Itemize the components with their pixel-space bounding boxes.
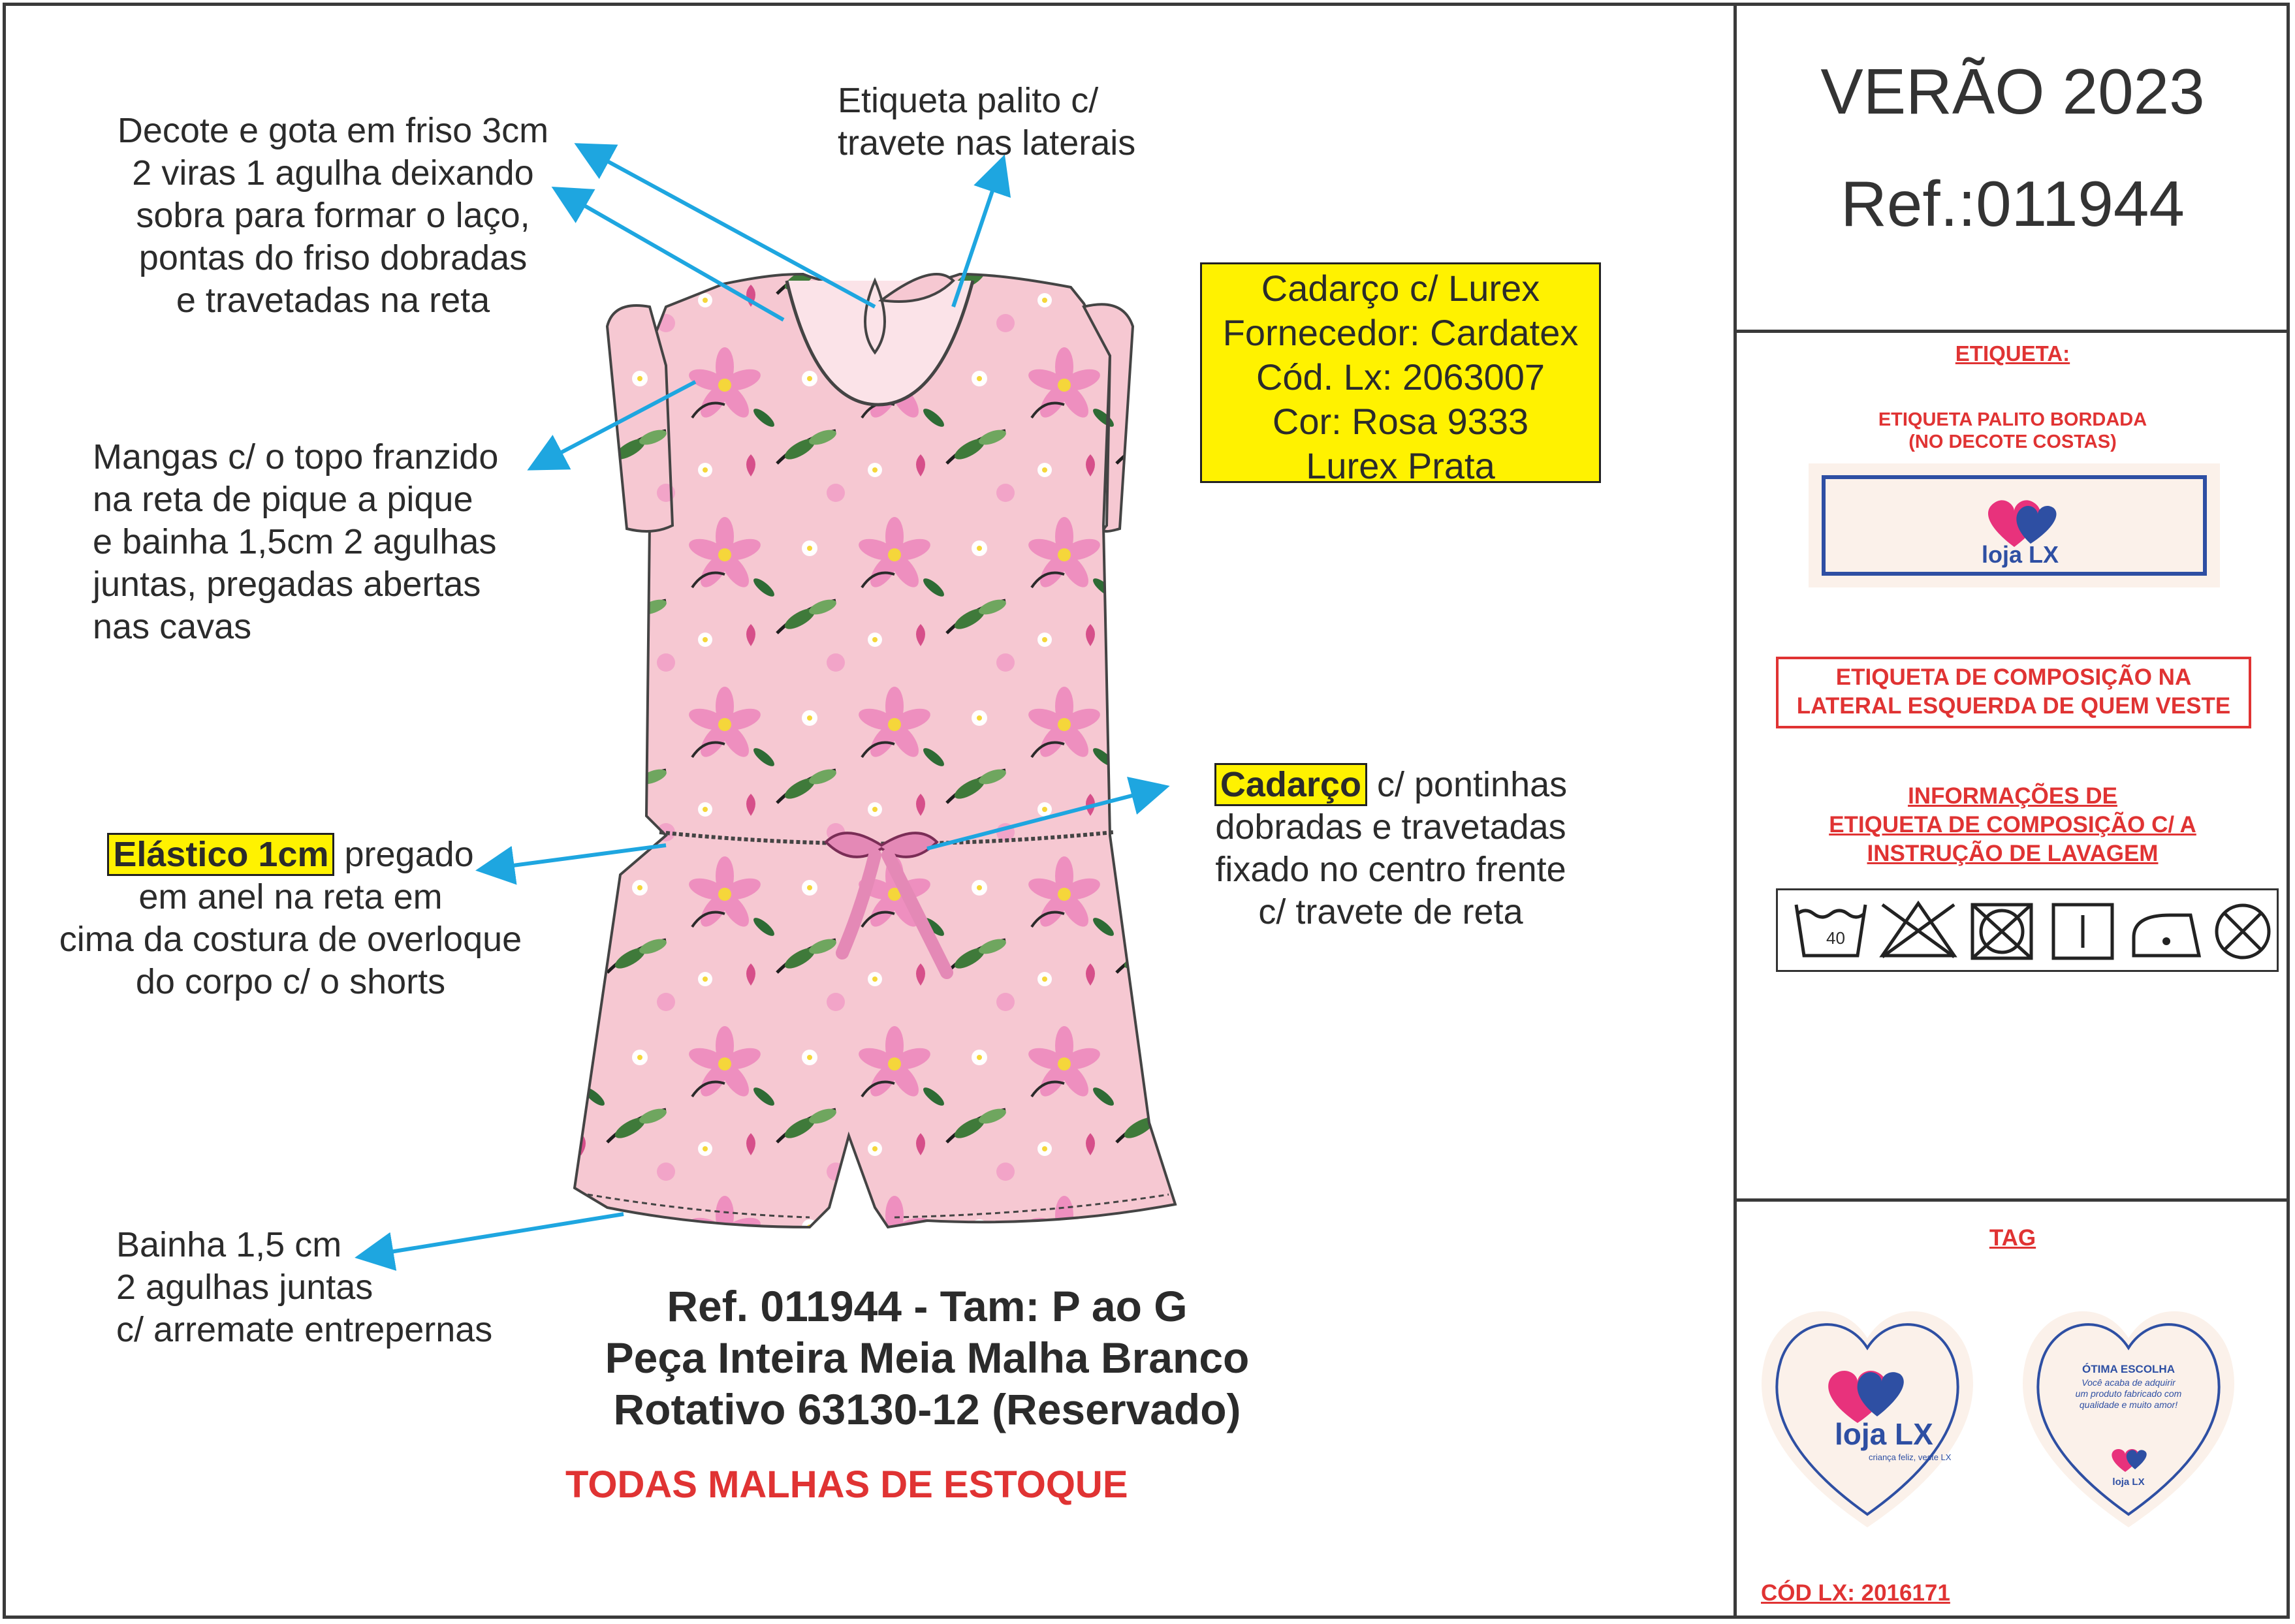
etiqueta-heading: ETIQUETA: xyxy=(1955,341,2070,366)
note-decote-line: Decote e gota em friso 3cm xyxy=(117,111,549,150)
tag-back-logo-text: loja LX xyxy=(2112,1476,2145,1488)
info-line: INSTRUÇÃO DE LAVAGEM xyxy=(1867,841,2159,866)
etiqueta-desc-line: ETIQUETA PALITO BORDADA xyxy=(1878,409,2147,430)
lurex-line: Cadarço c/ Lurex xyxy=(1261,268,1540,309)
tag-front-logo-text: loja LX xyxy=(1835,1417,1933,1451)
line-dry-icon xyxy=(2053,905,2112,958)
product-print: Rotativo 63130-12 (Reservado) xyxy=(613,1385,1241,1433)
tag-front xyxy=(1762,1283,2018,1527)
note-cadarco xyxy=(1195,764,1587,933)
stock-notice: TODAS MALHAS DE ESTOQUE xyxy=(565,1463,1128,1506)
tag-code: CÓD LX: 2016171 xyxy=(1761,1580,1950,1606)
tag-heading: TAG xyxy=(1989,1225,2036,1251)
lurex-line: Fornecedor: Cardatex xyxy=(1222,312,1579,353)
woven-label xyxy=(1809,463,2220,587)
tag-back-line: um produto fabricado com xyxy=(2075,1388,2182,1399)
note-decote-line: pontas do friso dobradas xyxy=(138,238,528,277)
info-line: INFORMAÇÕES DE xyxy=(1908,783,2117,809)
note-mangas-line: e bainha 1,5cm 2 agulhas xyxy=(93,522,497,561)
reference-title: Ref.:011944 xyxy=(1841,168,2185,240)
lurex-line: Cód. Lx: 2063007 xyxy=(1256,356,1545,398)
info-line: ETIQUETA DE COMPOSIÇÃO C/ A xyxy=(1829,812,2196,837)
product-ref: Ref. 011944 - Tam: P ao G xyxy=(667,1282,1188,1330)
tag-hearts xyxy=(1737,1283,2285,1557)
note-decote xyxy=(91,110,575,322)
tag-back xyxy=(2023,1311,2234,1527)
note-mangas xyxy=(93,436,498,648)
note-cadarco-line: fixado no centro frente xyxy=(1215,850,1566,889)
note-decote-line: e travetadas na reta xyxy=(176,281,490,320)
note-decote-line: 2 viras 1 agulha deixando xyxy=(132,153,534,193)
product-fabric: Peça Inteira Meia Malha Branco xyxy=(605,1334,1250,1382)
note-cadarco-line: dobradas e travetadas xyxy=(1215,807,1566,847)
etiqueta-description xyxy=(1737,409,2288,453)
note-elastico-line: cima da costura de overloque xyxy=(59,920,522,959)
note-mangas-line: Mangas c/ o topo franzido xyxy=(93,437,499,476)
cadarco-rest: c/ pontinhas xyxy=(1376,765,1568,804)
tag-back-text xyxy=(2057,1377,2200,1411)
note-elastico-line: do corpo c/ o shorts xyxy=(135,962,446,1001)
lurex-line: Lurex Prata xyxy=(1306,445,1495,486)
elastico-rest: pregado xyxy=(344,835,474,874)
product-description xyxy=(535,1281,1319,1435)
tag-back-title: ÓTIMA ESCOLHA xyxy=(2082,1363,2175,1375)
note-etiqueta-line: travete nas laterais xyxy=(838,123,1136,163)
etiqueta-desc-line: (NO DECOTE COSTAS) xyxy=(1908,431,2117,452)
note-mangas-line: na reta de pique a pique xyxy=(93,480,473,519)
lurex-line: Cor: Rosa 9333 xyxy=(1272,401,1529,442)
no-dry-clean-icon xyxy=(2217,905,2269,958)
note-elastico xyxy=(33,834,548,1003)
cadarco-highlight: Cadarço xyxy=(1214,763,1367,806)
composicao-line: LATERAL ESQUERDA DE QUEM VESTE xyxy=(1796,693,2231,719)
woven-label-logo-text: loja LX xyxy=(1982,541,2059,568)
info-heading xyxy=(1737,782,2288,868)
tag-front-slogan: criança feliz, veste LX xyxy=(1869,1452,1952,1462)
note-bainha-line: c/ arremate entrepernas xyxy=(116,1310,493,1349)
note-bainha-line: 2 agulhas juntas xyxy=(116,1268,373,1307)
note-elastico-line: em anel na reta em xyxy=(138,877,443,916)
note-cadarco-line: c/ travete de reta xyxy=(1258,892,1523,931)
season-title: VERÃO 2023 xyxy=(1820,55,2205,127)
elastico-highlight: Elástico 1cm xyxy=(107,833,334,876)
tag-back-line: qualidade e muito amor! xyxy=(2079,1399,2178,1410)
note-decote-line: sobra para formar o laço, xyxy=(136,196,530,235)
no-tumble-dry-icon xyxy=(1972,905,2031,958)
tag-back-line: Você acaba de adquirir xyxy=(2081,1377,2176,1388)
note-etiqueta-palito xyxy=(838,80,1135,164)
care-symbols xyxy=(1776,888,2279,972)
iron-low-icon xyxy=(2134,915,2199,956)
note-etiqueta-line: Etiqueta palito c/ xyxy=(838,81,1099,120)
note-mangas-line: nas cavas xyxy=(93,607,252,646)
no-bleach-icon xyxy=(1882,903,1954,957)
wash-temperature: 40 xyxy=(1826,928,1845,948)
composicao-line: ETIQUETA DE COMPOSIÇÃO NA xyxy=(1835,664,2192,690)
note-bainha xyxy=(116,1224,492,1351)
lurex-info-box xyxy=(1200,262,1601,486)
note-bainha-line: Bainha 1,5 cm xyxy=(116,1225,342,1264)
composicao-box xyxy=(1776,657,2251,728)
note-mangas-line: juntas, pregadas abertas xyxy=(93,565,481,604)
